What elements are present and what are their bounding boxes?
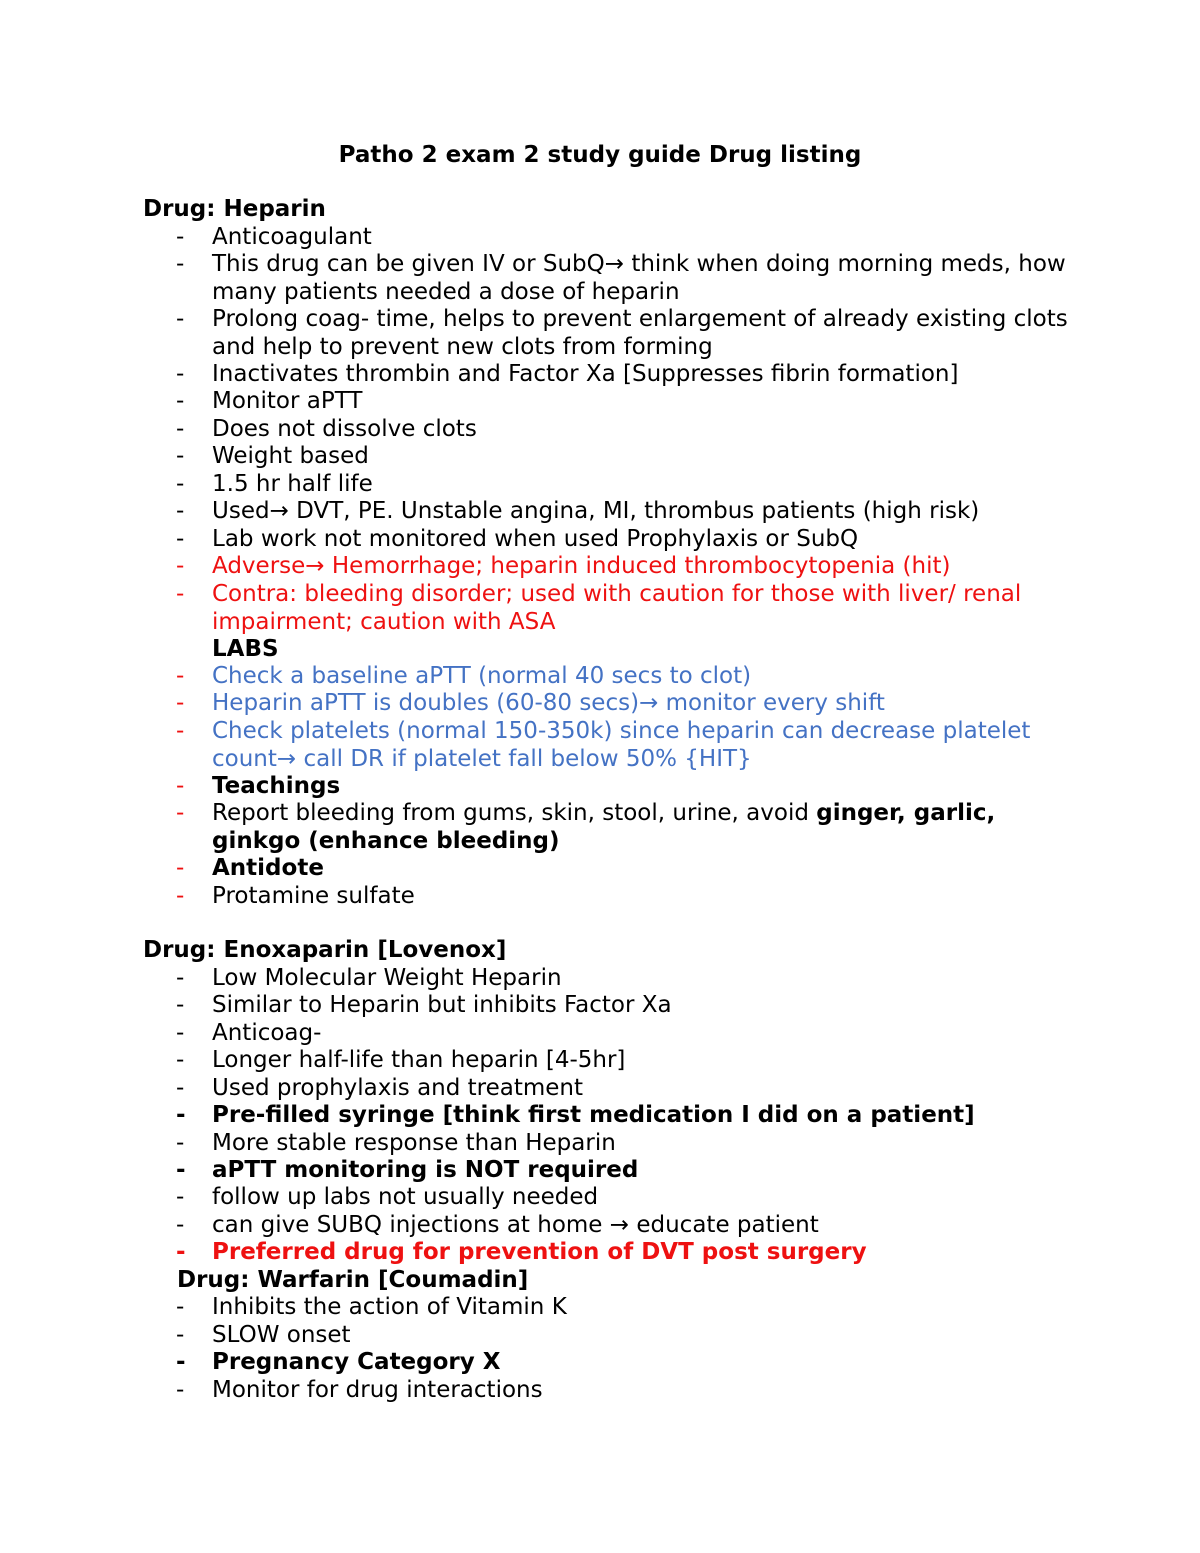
list-item-text: follow up labs not usually needed [212, 1184, 599, 1210]
list-item [176, 361, 1076, 389]
antidote-item [176, 855, 1076, 883]
heparin-heading: Drug: Heparin [143, 196, 326, 222]
list-item-text: Used prophylaxis and treatment [212, 1075, 584, 1101]
enoxaparin-heading: Drug: Enoxaparin [Lovenox] [143, 937, 507, 963]
arrow-icon: → [276, 745, 297, 772]
list-item-text: Similar to Heparin but inhibits Factor Xa [212, 992, 672, 1018]
bullet-dash: - [176, 581, 185, 607]
list-item [176, 443, 1076, 471]
list-item [176, 1102, 1076, 1130]
list-item-text: Preferred drug for prevention of DVT post surgery [212, 1239, 867, 1265]
bullet-dash: - [176, 855, 185, 881]
antidote-text: Protamine sulfate [212, 883, 415, 909]
antidote-value-item [176, 883, 1076, 911]
bullet-dash: - [176, 1322, 185, 1348]
list-item-text: Contra: bleeding disorder; used with caution for those with liver/ renal impairment; caution with ASA [212, 581, 1022, 635]
list-item-text: Lab work not monitored when used Prophylaxis or SubQ [212, 526, 859, 552]
bullet-dash: - [176, 1239, 186, 1265]
bullet-dash: - [176, 1102, 186, 1128]
list-item-text: More stable response than Heparin [212, 1130, 616, 1156]
list-item-text: Low Molecular Weight Heparin [212, 965, 562, 991]
lab-item-text: Check a baseline aPTT (normal 40 secs to clot) [212, 663, 752, 689]
teaching-text-bold: ginger, garlic, ginkgo (enhance bleeding) [212, 800, 996, 854]
teaching-text [212, 800, 1076, 855]
list-item-text: Pregnancy Category X [212, 1349, 501, 1375]
list-item [176, 1322, 1076, 1350]
list-item-adverse [176, 553, 1076, 581]
bullet-dash: - [176, 800, 185, 826]
list-item-text-part: DVT, PE. Unstable angina, MI, thrombus patients (high risk) [288, 498, 980, 524]
arrow-icon: → [604, 251, 625, 277]
lab-item [176, 663, 1076, 691]
lab-item-text-part: Check platelets (normal 150-350k) since heparin can decrease platelet count [212, 718, 1031, 772]
list-item [176, 1184, 1076, 1212]
arrow-icon: → [609, 1212, 630, 1238]
bullet-dash: - [176, 361, 185, 387]
list-item-text-part: can give SUBQ injections at home [212, 1212, 610, 1238]
list-item [176, 1130, 1076, 1158]
warfarin-heading: Drug: Warfarin [Coumadin] [177, 1267, 529, 1293]
bullet-dash: - [176, 690, 185, 716]
bullet-dash: - [176, 1157, 186, 1183]
bullet-dash: - [176, 1184, 185, 1210]
list-item-text-part: This drug can be given IV or SubQ [212, 251, 605, 277]
list-item [176, 526, 1076, 554]
bullet-dash: - [176, 718, 185, 744]
lab-item-text-part: call DR if platelet fall below 50% {HIT} [296, 745, 752, 772]
list-item-text: aPTT monitoring is NOT required [212, 1157, 639, 1183]
list-item-text: 1.5 hr half life [212, 471, 373, 497]
bullet-dash: - [176, 1377, 185, 1403]
list-item-text: Prolong coag- time, helps to prevent enlargement of already existing clots and help to prevent new clots from forming [212, 306, 1068, 360]
list-item-text [212, 251, 1076, 306]
lab-item-text-part: monitor every shift [658, 690, 885, 716]
list-item [176, 1157, 1076, 1185]
list-item [176, 1349, 1076, 1377]
list-item [176, 1212, 1076, 1240]
list-item [176, 306, 1076, 361]
bullet-dash: - [176, 224, 185, 250]
teachings-item [176, 773, 1076, 801]
list-item-text: SLOW onset [212, 1322, 351, 1348]
arrow-icon: → [639, 690, 659, 716]
lab-item [176, 690, 1076, 718]
lab-item [176, 718, 1076, 773]
list-item-text: Monitor for drug interactions [212, 1377, 543, 1403]
list-item-text-part: Used [212, 498, 270, 524]
list-item [176, 224, 1076, 252]
list-item-text: Does not dissolve clots [212, 416, 477, 442]
teaching-text-part: Report bleeding from gums, skin, stool, urine, avoid [212, 800, 817, 826]
list-item [176, 471, 1076, 499]
list-item-text: Weight based [212, 443, 369, 469]
list-item [176, 1075, 1076, 1103]
bullet-dash: - [176, 1294, 185, 1320]
list-item-preferred [176, 1239, 1076, 1267]
list-item-text [212, 553, 1076, 581]
bullet-dash: - [176, 1212, 185, 1238]
antidote-label: Antidote [212, 855, 324, 881]
list-item [176, 1020, 1076, 1048]
document-title: Patho 2 exam 2 study guide Drug listing [338, 142, 862, 168]
lab-item-text-part: Heparin aPTT is doubles (60-80 secs) [212, 690, 640, 716]
list-item-text-part: educate patient [629, 1212, 819, 1238]
bullet-dash: - [176, 388, 185, 414]
list-item-text-part: Adverse [212, 553, 306, 579]
bullet-dash: - [176, 443, 185, 469]
bullet-dash: - [176, 965, 185, 991]
teachings-label: Teachings [212, 773, 341, 799]
bullet-dash: - [176, 526, 185, 552]
list-item [176, 1047, 1076, 1075]
arrow-icon: → [269, 498, 289, 524]
bullet-dash: - [176, 773, 185, 799]
list-item-text: Monitor aPTT [212, 388, 363, 414]
bullet-dash: - [176, 416, 185, 442]
bullet-dash: - [176, 1020, 185, 1046]
list-item [176, 1377, 1076, 1405]
bullet-dash: - [176, 992, 185, 1018]
list-item-text: Longer half-life than heparin [4-5hr] [212, 1047, 626, 1073]
list-item-text [212, 1212, 1076, 1240]
lab-item-text [212, 718, 1076, 773]
list-item-text: Inhibits the action of Vitamin K [212, 1294, 567, 1320]
bullet-dash: - [176, 1349, 186, 1375]
bullet-dash: - [176, 1130, 185, 1156]
list-item-text-part: Hemorrhage; heparin induced thrombocytopenia (hit) [324, 553, 951, 579]
list-item-text: Pre-filled syringe [think first medication I did on a patient] [212, 1102, 975, 1128]
list-item [176, 251, 1076, 306]
list-item [176, 992, 1076, 1020]
list-item [176, 965, 1076, 993]
bullet-dash: - [176, 471, 185, 497]
bullet-dash: - [176, 251, 185, 277]
bullet-dash: - [176, 1047, 185, 1073]
list-item-text: Anticoagulant [212, 224, 372, 250]
list-item-text: Inactivates thrombin and Factor Xa [Suppresses fibrin formation] [212, 361, 959, 387]
labs-label: LABS [212, 636, 279, 662]
list-item-text [212, 498, 1076, 526]
bullet-dash: - [176, 306, 185, 332]
list-item-text-part: think when doing morning meds, how many patients needed a dose of heparin [212, 251, 1066, 305]
bullet-dash: - [176, 1075, 185, 1101]
bullet-dash: - [176, 498, 185, 524]
bullet-dash: - [176, 553, 185, 579]
list-item [176, 416, 1076, 444]
arrow-icon: → [305, 553, 325, 579]
bullet-dash: - [176, 663, 185, 689]
lab-item-text [212, 690, 1076, 718]
bullet-dash: - [176, 883, 185, 909]
list-item [176, 1294, 1076, 1322]
teaching-item [176, 800, 1076, 855]
list-item [176, 388, 1076, 416]
list-item-contra [176, 581, 1076, 636]
list-item-text: Anticoag- [212, 1020, 322, 1046]
list-item [176, 498, 1076, 526]
